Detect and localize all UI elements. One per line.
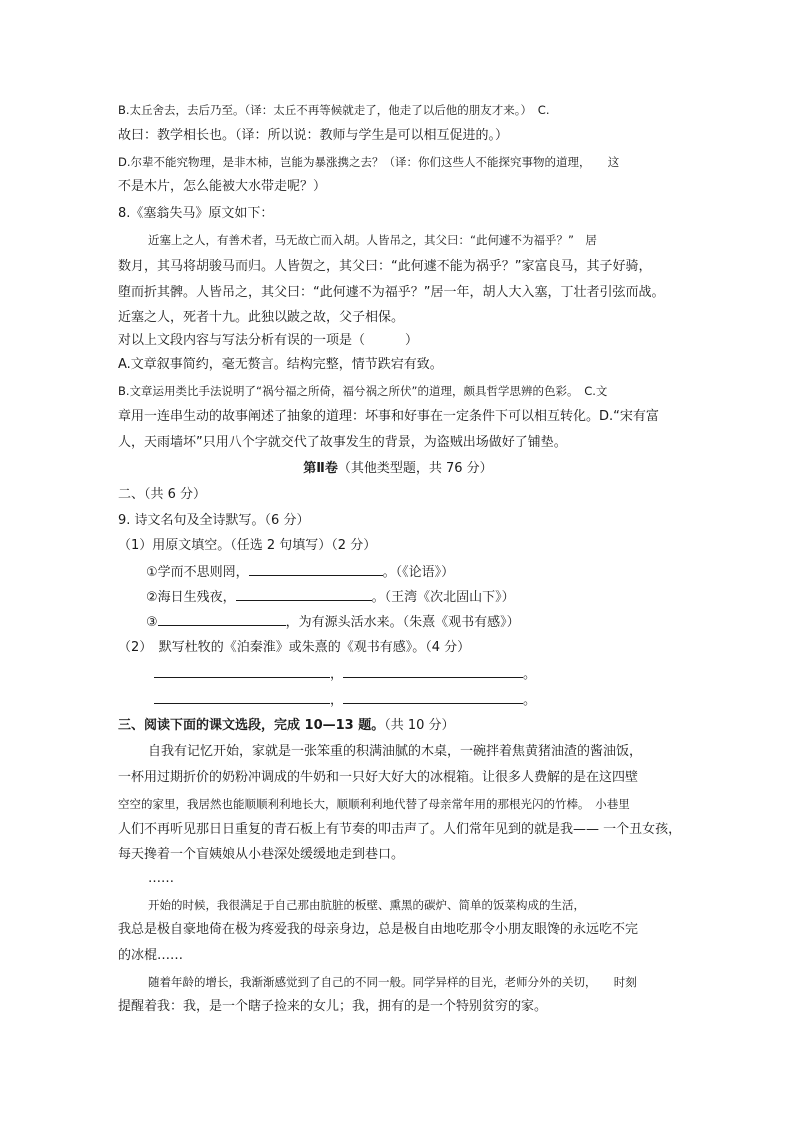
answer-blank[interactable] bbox=[249, 562, 383, 576]
q8-option-c: 章用一连串生动的故事阐述了抽象的道理：坏事和好事在一定条件下可以相互转化。D.“宋有富 bbox=[118, 409, 659, 424]
reading-line-6: 开始的时候，我很满足于自己那由肮脏的板壁、熏黑的碳炉、简单的饭菜构成的生活， bbox=[148, 898, 585, 912]
passage-line-1: 近塞上之人，有善术者，马无故亡而入胡。人皆吊之，其父曰：“此何遽不为福乎？” 居 bbox=[148, 233, 597, 247]
question-9-1: （1）用原文填空。（任选 2 句填写）（2 分） bbox=[118, 538, 377, 553]
section-2-heading: 第Ⅱ卷（其他类型题，共 76 分） bbox=[303, 461, 493, 476]
reading-line-8: 的冰棍…… bbox=[118, 948, 184, 963]
poem-blank-line-1: ， 。 bbox=[154, 664, 684, 685]
option-c-line: 故曰：教学相长也。（译：所以说：教师与学生是可以相互促进的。） bbox=[118, 128, 509, 143]
answer-blank[interactable] bbox=[158, 612, 286, 626]
answer-blank[interactable] bbox=[236, 587, 372, 601]
answer-blank[interactable] bbox=[154, 690, 330, 704]
reading-line-10: 提醒着我：我，是一个瞎子捡来的女儿；我，拥有的是一个特别贫穷的家。 bbox=[118, 999, 548, 1014]
reading-line-5: 每天搀着一个盲姨娘从小巷深处缓缓地走到巷口。 bbox=[118, 847, 405, 862]
reading-line-3: 空空的家里，我居然也能顺顺利利地长大，顺顺利利地代替了母亲常年用的那根光闪的竹棒。 小巷里 bbox=[118, 797, 630, 811]
passage-line-3: 堕而折其髀。人皆吊之，其父曰：“此何遽不为福乎？”居一年，胡人大入塞，丁壮者引弦而战。 bbox=[118, 285, 665, 300]
fill-blank-2: ②海日生残夜， 。（王湾《次北固山下》） bbox=[146, 587, 676, 608]
q8-option-a: A.文章叙事简约，毫无赘言。结构完整，情节跌宕有致。 bbox=[118, 357, 443, 372]
reading-line-7: 我总是极自豪地倚在极为疼爱我的母亲身边，总是极自由地吃那令小朋友眼馋的永远吃不完 bbox=[118, 922, 639, 937]
question-9-title: 9. 诗文名句及全诗默写。（6 分） bbox=[118, 513, 310, 528]
reading-line-1: 自我有记忆开始，家就是一张笨重的积满油腻的木桌，一碗拌着焦黄猪油渣的酱油饭， bbox=[148, 744, 643, 759]
answer-blank[interactable] bbox=[343, 664, 523, 678]
poem-blank-line-2: ， 。 bbox=[154, 690, 684, 711]
question-8-title: 8.《塞翁失马》原文如下： bbox=[118, 206, 274, 221]
question-9-2: （2） 默写杜牧的《泊秦淮》或朱熹的《观书有感》。（4 分） bbox=[118, 640, 471, 655]
reading-line-2: 一杯用过期折价的奶粉冲调成的牛奶和一只好大好大的冰棍箱。让很多人费解的是在这四壁 bbox=[118, 770, 639, 785]
q8-option-d: 人，天雨墙坏”只用八个字就交代了故事发生的背景，为盗贼出场做好了铺垫。 bbox=[118, 435, 567, 450]
passage-line-4: 近塞之人，死者十九。此独以跛之故，父子相保。 bbox=[118, 310, 405, 325]
option-b-line: B.太丘舍去，去后乃至。（译：太丘不再等候就走了，他走了以后他的朋友才来。） C. bbox=[118, 103, 550, 117]
part-3-title: 三、阅读下面的课文选段，完成 10—13 题。（共 10 分） bbox=[118, 718, 455, 733]
part-2-title: 二、（共 6 分） bbox=[118, 487, 207, 502]
answer-blank[interactable] bbox=[343, 690, 523, 704]
q8-option-b: B.文章运用类比手法说明了“祸兮福之所倚，福兮祸之所伏”的道理，颇具哲学思辨的色彩。 C.文 bbox=[118, 384, 608, 398]
option-d-line-cont: 不是木片，怎么能被大水带走呢？） bbox=[118, 179, 327, 194]
reading-line-9: 随着年龄的增长，我渐渐感觉到了自己的不同一般。同学异样的目光，老师分外的关切， 时刻 bbox=[148, 975, 637, 989]
fill-blank-3: ③ ，为有源头活水来。（朱熹《观书有感》） bbox=[146, 612, 676, 633]
reading-line-4: 人们不再听见那日日重复的青石板上有节奏的叩击声了。人们常年见到的就是我—— 一个丑女孩， bbox=[118, 822, 682, 837]
option-d-line: D.尔辈不能究物理，是非木柿，岂能为暴涨携之去？（译：你们这些人不能探究事物的道理， 这 bbox=[118, 155, 620, 169]
question-8-stem: 对以上文段内容与写法分析有误的一项是（ ） bbox=[118, 333, 419, 348]
fill-blank-1: ①学而不思则罔， 。（《论语》） bbox=[146, 562, 676, 583]
passage-line-2: 数月，其马将胡骏马而归。人皆贺之，其父曰：“此何遽不能为祸乎？”家富良马，其子好骑， bbox=[118, 259, 652, 274]
ellipsis-line: …… bbox=[148, 871, 174, 886]
answer-blank[interactable] bbox=[154, 664, 330, 678]
